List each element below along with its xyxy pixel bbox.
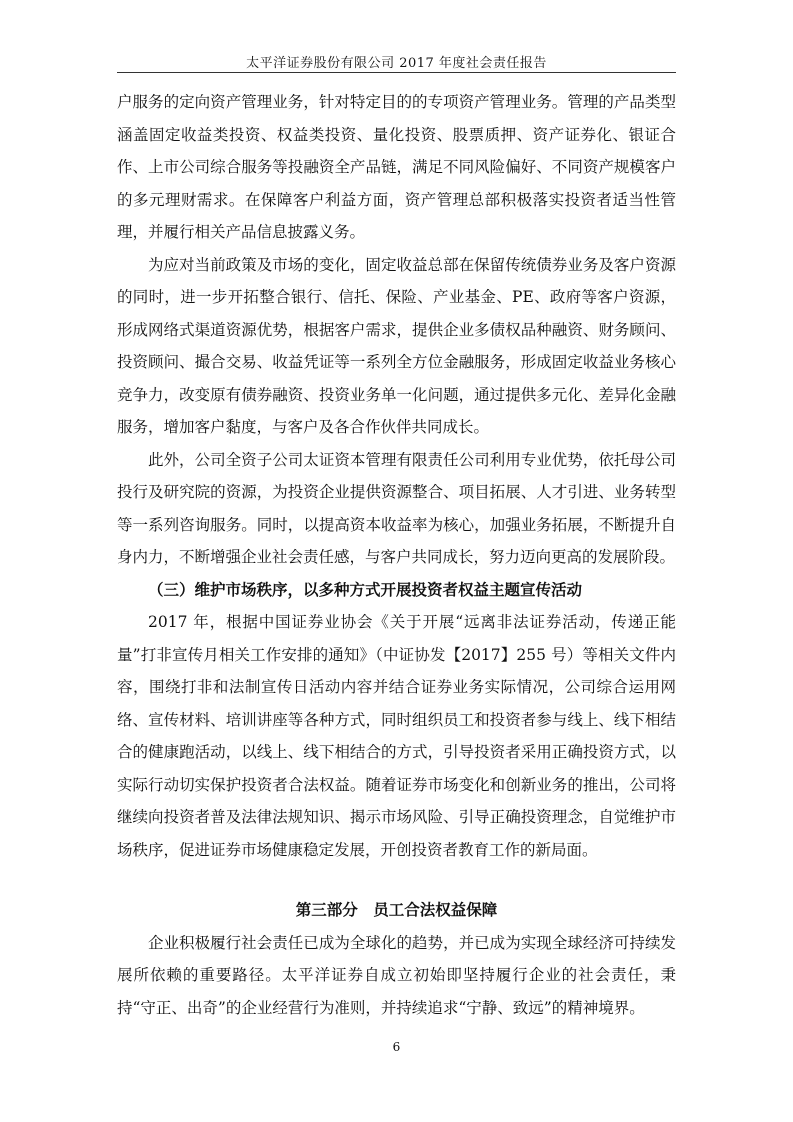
paragraph-investor-education: 2017 年，根据中国证券业协会《关于开展“远离非法证券活动，传递正能量”打非宣传月相关工作安排的通知》（中证协发【2017】255 号）等相关文件内容，围绕打非和法制宣传日活动内容并结合证券业务实际情况，公司综合运用网络、宣传材料、培训讲座等各种方式，同时组织员工和投资者参与线上、线下相结合的健康跑活动，以线上、线下相结合的方式，引导投资者采用正确投资方式，以实际行动切实保护投资者合法权益。随着证券市场变化和创新业务的推出，公司将继续向投资者普及法律法规知识、揭示市场风险、引导正确投资理念，自觉维护市场秩序，促进证券市场健康稳定发展，开创投资者教育工作的新局面。 xyxy=(117,613,676,859)
part-heading-employee-rights: 第三部分 员工合法权益保障 xyxy=(295,901,498,919)
section-heading-market-order: （三）维护市场秩序，以多种方式开展投资者权益主题宣传活动 xyxy=(148,580,583,599)
page-number: 6 xyxy=(392,1040,401,1054)
paragraph-subsidiary: 此外，公司全资子公司太证资本管理有限责任公司利用专业优势，依托母公司投行及研究院的资源，为投资企业提供资源整合、项目拓展、人才引进、业务转型等一系列咨询服务。同时，以提高资本收益率为核心，加强业务拓展，不断提升自身内力，不断增强企业社会责任感，与客户共同成长，努力迈向更高的发展阶段。 xyxy=(117,450,676,566)
document-body xyxy=(117,86,676,1024)
paragraph-fixed-income: 为应对当前政策及市场的变化，固定收益总部在保留传统债券业务及客户资源的同时，进一步开拓整合银行、信托、保险、产业基金、PE、政府等客户资源，形成网络式渠道资源优势，根据客户需求，提供企业多债权品种融资、财务顾问、投资顾问、撮合交易、收益凭证等一系列全方位金融服务，形成固定收益业务核心竞争力，改变原有债券融资、投资业务单一化问题，通过提供多元化、差异化金融服务，增加客户黏度，与客户及各合作伙伴共同成长。 xyxy=(117,255,676,436)
running-header: 太平洋证券股份有限公司 2017 年度社会责任报告 xyxy=(246,56,547,71)
paragraph-asset-management: 户服务的定向资产管理业务，针对特定目的的专项资产管理业务。管理的产品类型涵盖固定收益类投资、权益类投资、量化投资、股票质押、资产证券化、银证合作、上市公司综合服务等投融资全产品链，满足不同风险偏好、不同资产规模客户的多元理财需求。在保障客户利益方面，资产管理总部积极落实投资者适当性管理，并履行相关产品信息披露义务。 xyxy=(117,93,676,241)
paragraph-social-responsibility: 企业积极履行社会责任已成为全球化的趋势，并已成为实现全球经济可持续发展所依赖的重要路径。太平洋证券自成立初始即坚持履行企业的社会责任，秉持“守正、出奇”的企业经营行为准则，并持续追求“宁静、致远”的精神境界。 xyxy=(117,933,676,1017)
header-divider xyxy=(117,72,676,73)
